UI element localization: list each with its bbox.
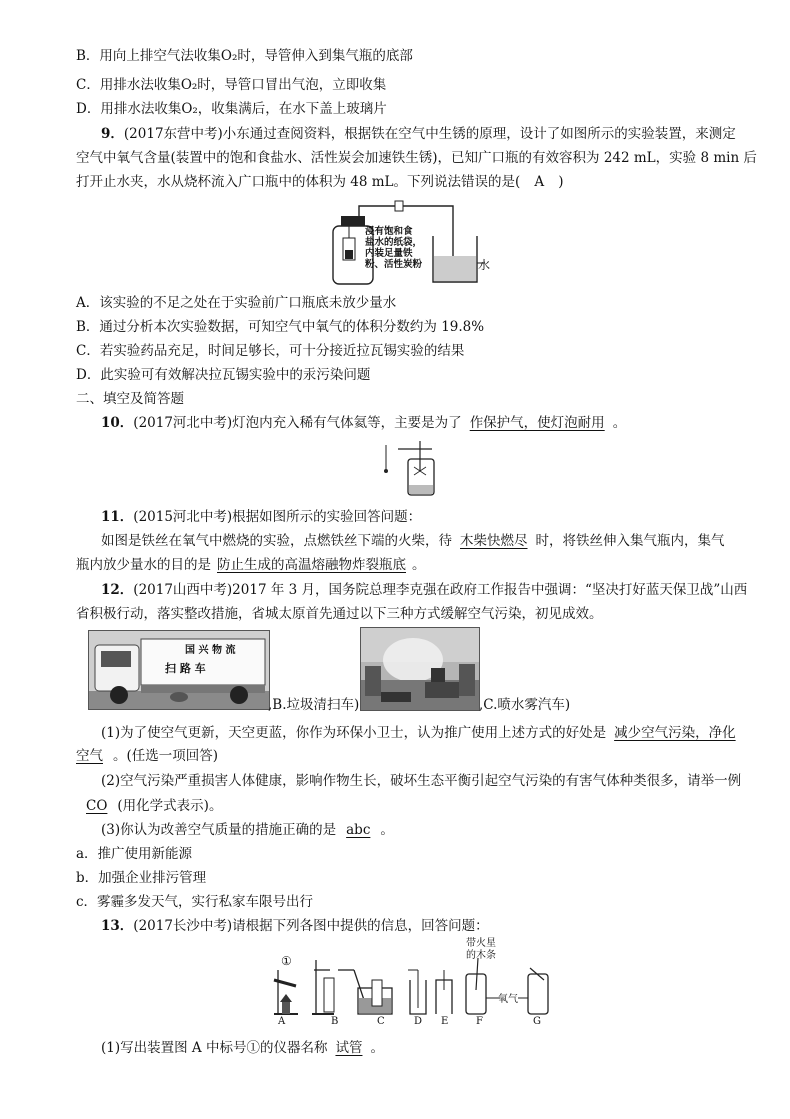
q9-text1: (2017东营中考)小东通过查阅资料，根据铁在空气中生锈的原理，设计了如图所示的实验装置，来测定	[123, 126, 736, 142]
q12-line1	[101, 580, 747, 600]
apparatus-b	[312, 960, 334, 1014]
q12-part2-answer: CO	[86, 798, 108, 814]
q11-text2-end: 时，将铁丝伸入集气瓶内，集气	[535, 533, 725, 549]
apparatus-a	[274, 970, 298, 1014]
q13-splint-label: 带火星 的木条	[466, 938, 496, 961]
q12-part2-end: (用化学式表示)。	[117, 798, 223, 814]
q12-line2: 省积极行动，落实整改措施，省城太原首先通过以下三种方式缓解空气污染，初见成效。	[76, 606, 603, 622]
q12-part1-line1	[101, 723, 736, 743]
q10-text: (2017河北中考)灯泡内充入稀有气体氦等，主要是为了	[133, 415, 462, 431]
apparatus-d	[408, 970, 426, 1014]
label-d: D	[414, 1016, 423, 1027]
q13-apparatus-figure	[268, 940, 558, 1030]
q12-number: 12．	[101, 582, 134, 598]
q10-number: 10．	[101, 415, 134, 431]
q10-end: 。	[612, 415, 627, 431]
q12-option-a: a．推广使用新能源	[76, 846, 193, 862]
q13-number: 13．	[101, 918, 134, 934]
apparatus-f	[466, 958, 500, 1014]
beaker-water	[434, 256, 476, 281]
q9-line3	[76, 172, 564, 192]
q11-line2	[101, 531, 725, 551]
q13-text1: (2017长沙中考)请根据下列各图中提供的信息，回答问题：	[133, 918, 489, 934]
section-heading: 二、填空及简答题	[76, 391, 184, 407]
iron-wire-combustion-figure	[378, 437, 448, 499]
water-clamp	[395, 201, 403, 211]
q12-text1: (2017山西中考)2017 年 3 月，国务院总理李克强在政府工作报告中强调：“坚决打好蓝天保卫战”山西	[133, 582, 748, 598]
q13-marker-1: ①	[281, 954, 292, 968]
q13-part1-end: 。	[370, 1040, 384, 1056]
q13-part1-answer: 试管	[335, 1040, 363, 1056]
q11-answer2: 防止生成的高温熔融物炸裂瓶底	[217, 557, 406, 573]
q12-part1-answer-a: 减少空气污染，净化	[614, 725, 736, 741]
label-f: F	[476, 1016, 483, 1027]
bottle-stopper	[341, 216, 365, 226]
q10-answer: 作保护气，使灯泡耐用	[469, 415, 605, 431]
apparatus-c	[338, 970, 392, 1014]
q12-part3-line	[101, 820, 394, 840]
q9-paren: )	[558, 174, 564, 190]
q11-number: 11．	[101, 509, 134, 525]
apparatus-g	[518, 968, 548, 1014]
label-e: E	[441, 1016, 449, 1027]
q8-option-c: C．用排水法收集O₂时，导管口冒出气泡，立即收集	[76, 77, 387, 93]
q8-option-b: B．用向上排空气法收集O₂时，导管伸入到集气瓶的底部	[76, 48, 413, 64]
q11-line1	[101, 507, 421, 527]
q13-part1-line	[101, 1038, 384, 1058]
apparatus-e	[436, 970, 452, 1014]
label-c: C	[377, 1016, 385, 1027]
q12-part1-text: (1)为了使空气更新，天空更蓝，你作为环保小卫士，认为推广使用上述方式的好处是	[101, 725, 607, 741]
q10-line	[101, 413, 626, 433]
truck-sign-company: 国 兴 物 流	[185, 645, 236, 656]
truck-sign-sweeper: 扫 路 车	[165, 662, 206, 675]
water-mist-truck-photo	[360, 627, 480, 711]
q9-option-d: D．此实验可有效解决拉瓦锡实验中的汞污染问题	[76, 367, 371, 383]
q12-part1-line2	[76, 746, 218, 766]
q11-text1: (2015河北中考)根据如图所示的实验回答问题：	[133, 509, 422, 525]
q9-figure-label: 浸有饱和食 盐水的纸袋， 内装足量铁 粉、活性炭粉	[365, 226, 423, 270]
q9-figure-water-label: 水	[478, 258, 491, 272]
label-b: B	[331, 1016, 339, 1027]
q11-answer1: 木柴快燃尽	[460, 533, 528, 549]
q12-option-c: c．雾霾多发天气，实行私家车限号出行	[76, 894, 314, 910]
q9-text3: 打开止水夹，水从烧杯流入广口瓶中的体积为 48 mL。下列说法错误的是(	[76, 174, 521, 190]
caption-b: ,B.垃圾清扫车)	[268, 697, 360, 713]
q9-option-a: A．该实验的不足之处在于实验前广口瓶底未放少量水	[76, 295, 397, 311]
q12-part2-line1: (2)空气污染严重损害人体健康，影响作物生长，破坏生态平衡引起空气污染的有害气体种类很多，请举一例	[101, 773, 742, 789]
q9-option-c: C．若实验药品充足，时间足够长，可十分接近拉瓦锡实验的结果	[76, 343, 465, 359]
q11-line3	[76, 555, 426, 575]
label-a: A	[278, 1016, 286, 1027]
q13-part1-text: (1)写出装置图 A 中标号①的仪器名称	[101, 1040, 328, 1056]
q9-answer: A	[534, 174, 545, 190]
q12-part1-end: 。(任选一项回答)	[113, 748, 219, 764]
q9-line2: 空气中氧气含量(装置中的饱和食盐水、活性炭会加速铁生锈)，已知广口瓶的有效容积为 242 mL，实验 8 min 后	[76, 150, 757, 166]
q12-part3-end: 。	[380, 822, 394, 838]
caption-c: ,C.喷水雾汽车)	[479, 697, 571, 713]
q9-number: 9．	[101, 126, 124, 142]
q12-option-b: b．加强企业排污管理	[76, 870, 207, 886]
q12-part2-line2	[76, 796, 222, 816]
q13-oxygen-label: 氧气	[498, 994, 518, 1005]
q9-line1	[101, 124, 736, 144]
q12-part1-answer-b: 空气	[76, 748, 103, 764]
q13-line1	[101, 916, 489, 936]
q11-text2: 如图是铁丝在氧气中燃烧的实验，点燃铁丝下端的火柴，待	[101, 533, 452, 549]
label-g: G	[533, 1016, 541, 1027]
q8-option-d: D．用排水法收集O₂，收集满后，在水下盖上玻璃片	[76, 101, 387, 117]
q9-option-b: B．通过分析本次实验数据，可知空气中氧气的体积分数约为 19.8%	[76, 319, 485, 335]
q11-text3: 瓶内放少量水的目的是	[76, 557, 211, 573]
q11-text3-end: 。	[412, 557, 426, 573]
q12-part3-text: (3)你认为改善空气质量的措施正确的是	[101, 822, 337, 838]
q12-part3-answer: abc	[346, 822, 371, 838]
